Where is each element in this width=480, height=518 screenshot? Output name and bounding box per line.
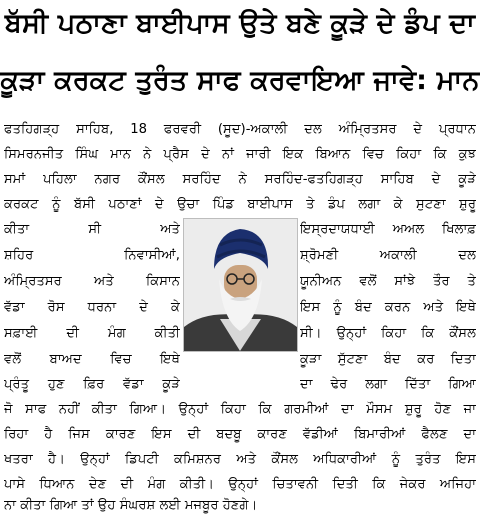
left-column-line: ਕੀਤਾ ਸੀ ਅਤੇ (4, 222, 180, 237)
body-line: ਕਰਕਟ ਨੂੰ ਬੱਸੀ ਪਠਾਣਾਂ ਦੇ ਉਚਾ ਪਿੰਡ ਬਾਈਪਾਸ ਤੇ ਡੰਪ ਲਗਾ ਕੇ ਸੁਟਣਾ ਸ਼ੁਰੂ (4, 197, 476, 212)
right-column-line: ਦਾ ਢੇਰ ਲਗਾ ਦਿੱਤਾ ਗਿਆ (300, 377, 476, 392)
right-column-line: ਸ਼੍ਰੋਮਣੀ ਅਕਾਲੀ ਦਲ (300, 248, 476, 263)
body-line: ਸਮਾਂ ਪਹਿਲਾ ਨਗਰ ਕੌਂਸਲ ਸਰਹਿੰਦ ਨੇ ਸਰਹਿੰਦ-ਫਤਹਿਗੜ੍ਹ ਸਾਹਿਬ ਦੇ ਕੂੜੇ (4, 172, 476, 187)
left-column-line: ਵੱਡਾ ਰੋਸ ਧਰਨਾ ਦੇ ਕੇ (4, 300, 180, 315)
right-column-line: ਇਸ ਨੂੰ ਬੰਦ ਕਰਨ ਅਤੇ ਇਥੇ (300, 300, 476, 315)
left-column-line: ਵਲੋਂ ਬਾਅਦ ਵਿਚ ਇਥੇ (4, 352, 180, 367)
portrait-figure (184, 219, 297, 351)
left-column-line: ਅੰਮ੍ਰਿਤਸਰ ਅਤੇ ਕਿਸਾਨ (4, 274, 180, 289)
body-line: ਜੋ ਸਾਫ ਨਹੀਂ ਕੀਤਾ ਗਿਆ। ਉਨ੍ਹਾਂ ਕਿਹਾ ਕਿ ਗਰਮੀਆਂ ਦਾ ਮੌਸਮ ਸ਼ੁਰੂ ਹੋਣ ਜਾ (4, 402, 476, 417)
left-column-line: ਸ਼ਹਿਰ ਨਿਵਾਸੀਆਂ, (4, 248, 180, 263)
body-line: ਸਿਮਰਨਜੀਤ ਸਿੰਘ ਮਾਨ ਨੇ ਪ੍ਰੈਸ ਦੇ ਨਾਂ ਜਾਰੀ ਇਕ ਬਿਆਨ ਵਿਚ ਕਿਹਾ ਕਿ ਕੁਝ (4, 147, 476, 162)
right-column-line: ਯੂਨੀਅਨ ਵਲੋਂ ਸਾਂਝੇ ਤੌਰ ਤੇ (300, 274, 476, 289)
body-line: ਖਤਰਾ ਹੈ। ਉਨ੍ਹਾਂ ਡਿਪਟੀ ਕਮਿਸ਼ਨਰ ਅਤੇ ਕੌਂਸਲ ਅਧਿਕਾਰੀਆਂ ਨੂੰ ਤੁਰੰਤ ਇਸ (4, 452, 476, 467)
right-column-line: ਸੀ। ਉਨ੍ਹਾਂ ਕਿਹਾ ਕਿ ਕੌਂਸਲ (300, 326, 476, 341)
body-line: ਫਤਹਿਗੜ੍ਹ ਸਾਹਿਬ, 18 ਫਰਵਰੀ (ਸੂਦ)-ਅਕਾਲੀ ਦਲ ਅੰਮ੍ਰਿਤਸਰ ਦੇ ਪ੍ਰਧਾਨ (4, 122, 476, 137)
headline-line-2: ਕੂੜਾ ਕਰਕਟ ਤੁਰੰਤ ਸਾਫ ਕਰਵਾਇਆ ਜਾਵੇ: ਮਾਨ (0, 65, 480, 96)
headline-line-1: ਬੱਸੀ ਪਠਾਣਾ ਬਾਈਪਾਸ ਉਤੇ ਬਣੇ ਕੂੜੇ ਦੇ ਡੰਪ ਦਾ (4, 8, 476, 39)
right-column-line: ਕੂੜਾ ਸੁੱਟਣਾ ਬੰਦ ਕਰ ਦਿਤਾ (300, 352, 476, 367)
left-column-line: ਪ੍ਰੰਤੂ ਹੁਣ ਫ਼ਿਰ ਵੱਡਾ ਕੂੜੇ (4, 377, 180, 392)
body-line: ਨਾ ਕੀਤਾ ਗਿਆ ਤਾਂ ਉਹ ਸੰਘਰਸ਼ ਲਈ ਮਜਬੂਰ ਹੋਣਗੇ। (4, 498, 258, 513)
right-column-line: ਇਸ੍ਰਦਾਯਧਾਈ ਅਅਲ ਖਿਲਾਫ਼ (300, 222, 476, 237)
portrait-photo (183, 218, 298, 352)
left-column-line: ਸਫ਼ਾਈ ਦੀ ਮੰਗ ਕੀਤੀ (4, 326, 180, 341)
body-line: ਪਾਸੇ ਧਿਆਨ ਦੇਣ ਦੀ ਮੰਗ ਕੀਤੀ। ਉਨ੍ਹਾਂ ਚਿਤਾਵਨੀ ਦਿਤੀ ਕਿ ਜੇਕਰ ਅਜਿਹਾ (4, 477, 476, 492)
body-line: ਰਿਹਾ ਹੈ ਜਿਸ ਕਾਰਣ ਇਸ ਦੀ ਬਦਬੂ ਕਾਰਣ ਵੱਡੀਆਂ ਬਿਮਾਰੀਆਂ ਫੈਲਣ ਦਾ (4, 427, 476, 442)
